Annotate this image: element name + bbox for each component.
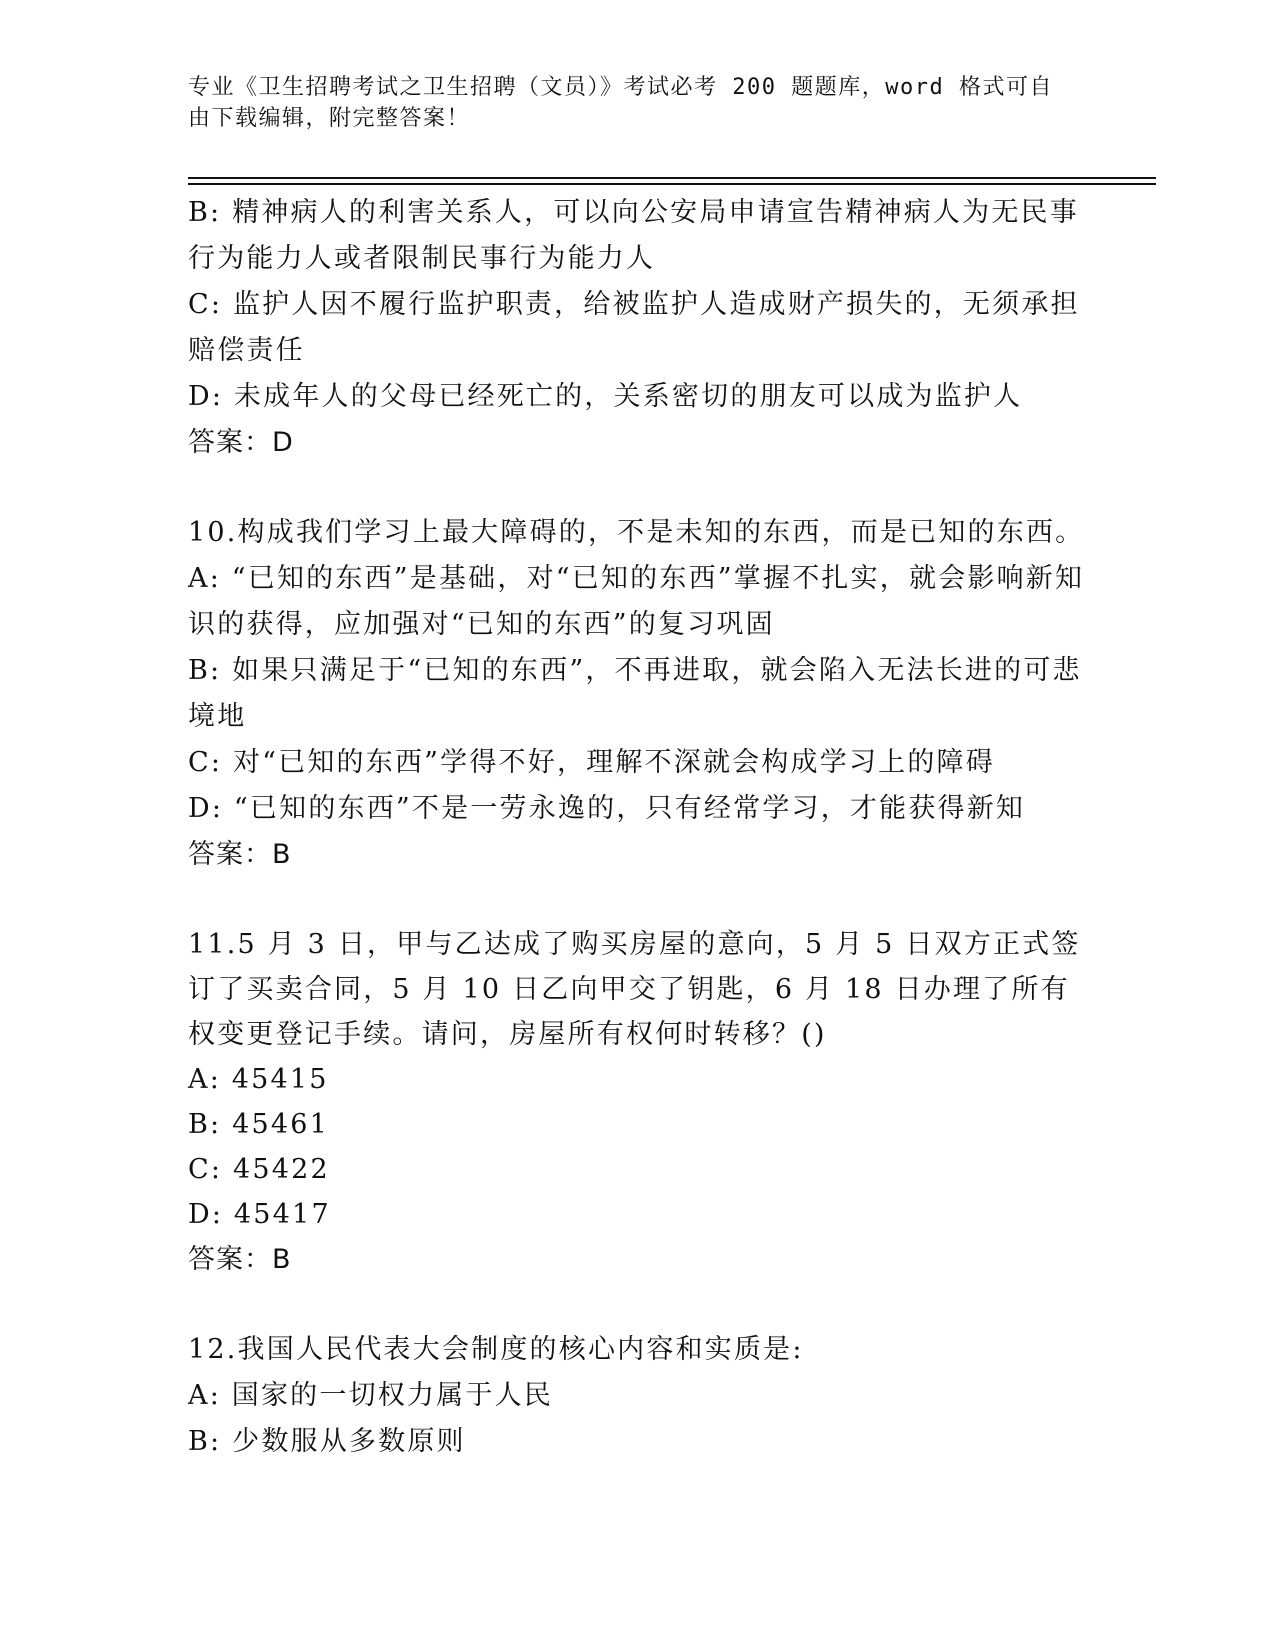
question-block (188, 510, 1088, 878)
question-block (188, 922, 1088, 1283)
option-b: B: 少数服从多数原则 (188, 1426, 466, 1457)
option-b: B: 45461 (188, 1109, 330, 1140)
option-c: C: 监护人因不履行监护职责，给被监护人造成财产损失的，无须承担赔偿责任 (188, 289, 1080, 366)
option-d: D: “已知的东西”不是一劳永逸的，只有经常学习，才能获得新知 (188, 793, 1026, 824)
header-divider-bottom (188, 183, 1156, 185)
option-c: C: 45422 (188, 1154, 330, 1185)
option-d: D: 未成年人的父母已经死亡的，关系密切的朋友可以成为监护人 (188, 381, 1023, 412)
answer-line: 答案：B (188, 1244, 292, 1275)
answer-line: 答案：D (188, 427, 294, 458)
question-stem: 11.5 月 3 日，甲与乙达成了购买房屋的意向，5 月 5 日双方正式签订了买卖合同，5 月 10 日乙向甲交了钥匙，6 月 18 日办理了所有权变更登记手续。请问，房屋所有权何时转移？() (188, 929, 1081, 1050)
header-divider-top (188, 177, 1156, 179)
option-b: B: 精神病人的利害关系人，可以向公安局申请宣告精神病人为无民事行为能力人或者限制民事行为能力人 (188, 197, 1079, 274)
option-a: A: 国家的一切权力属于人民 (188, 1380, 553, 1411)
option-a: A: 45415 (188, 1064, 329, 1095)
question-stem: 10.构成我们学习上最大障碍的，不是未知的东西，而是已知的东西。 (188, 517, 1085, 548)
document-header: 专业《卫生招聘考试之卫生招聘（文员）》考试必考 200 题题库，word 格式可自由下载编辑，附完整答案！ (188, 75, 1053, 131)
question-block (188, 190, 1088, 466)
option-a: A: “已知的东西”是基础，对“已知的东西”掌握不扎实，就会影响新知识的获得，应加强对“已知的东西”的复习巩固 (188, 563, 1085, 640)
option-c: C: 对“已知的东西”学得不好，理解不深就会构成学习上的障碍 (188, 747, 995, 778)
option-b: B: 如果只满足于“已知的东西”，不再进取，就会陷入无法长进的可悲境地 (188, 655, 1082, 732)
question-list (188, 190, 1088, 1465)
question-block (188, 1327, 1088, 1465)
option-d: D: 45417 (188, 1199, 331, 1230)
answer-line: 答案：B (188, 839, 292, 870)
question-stem: 12.我国人民代表大会制度的核心内容和实质是: (188, 1334, 804, 1365)
